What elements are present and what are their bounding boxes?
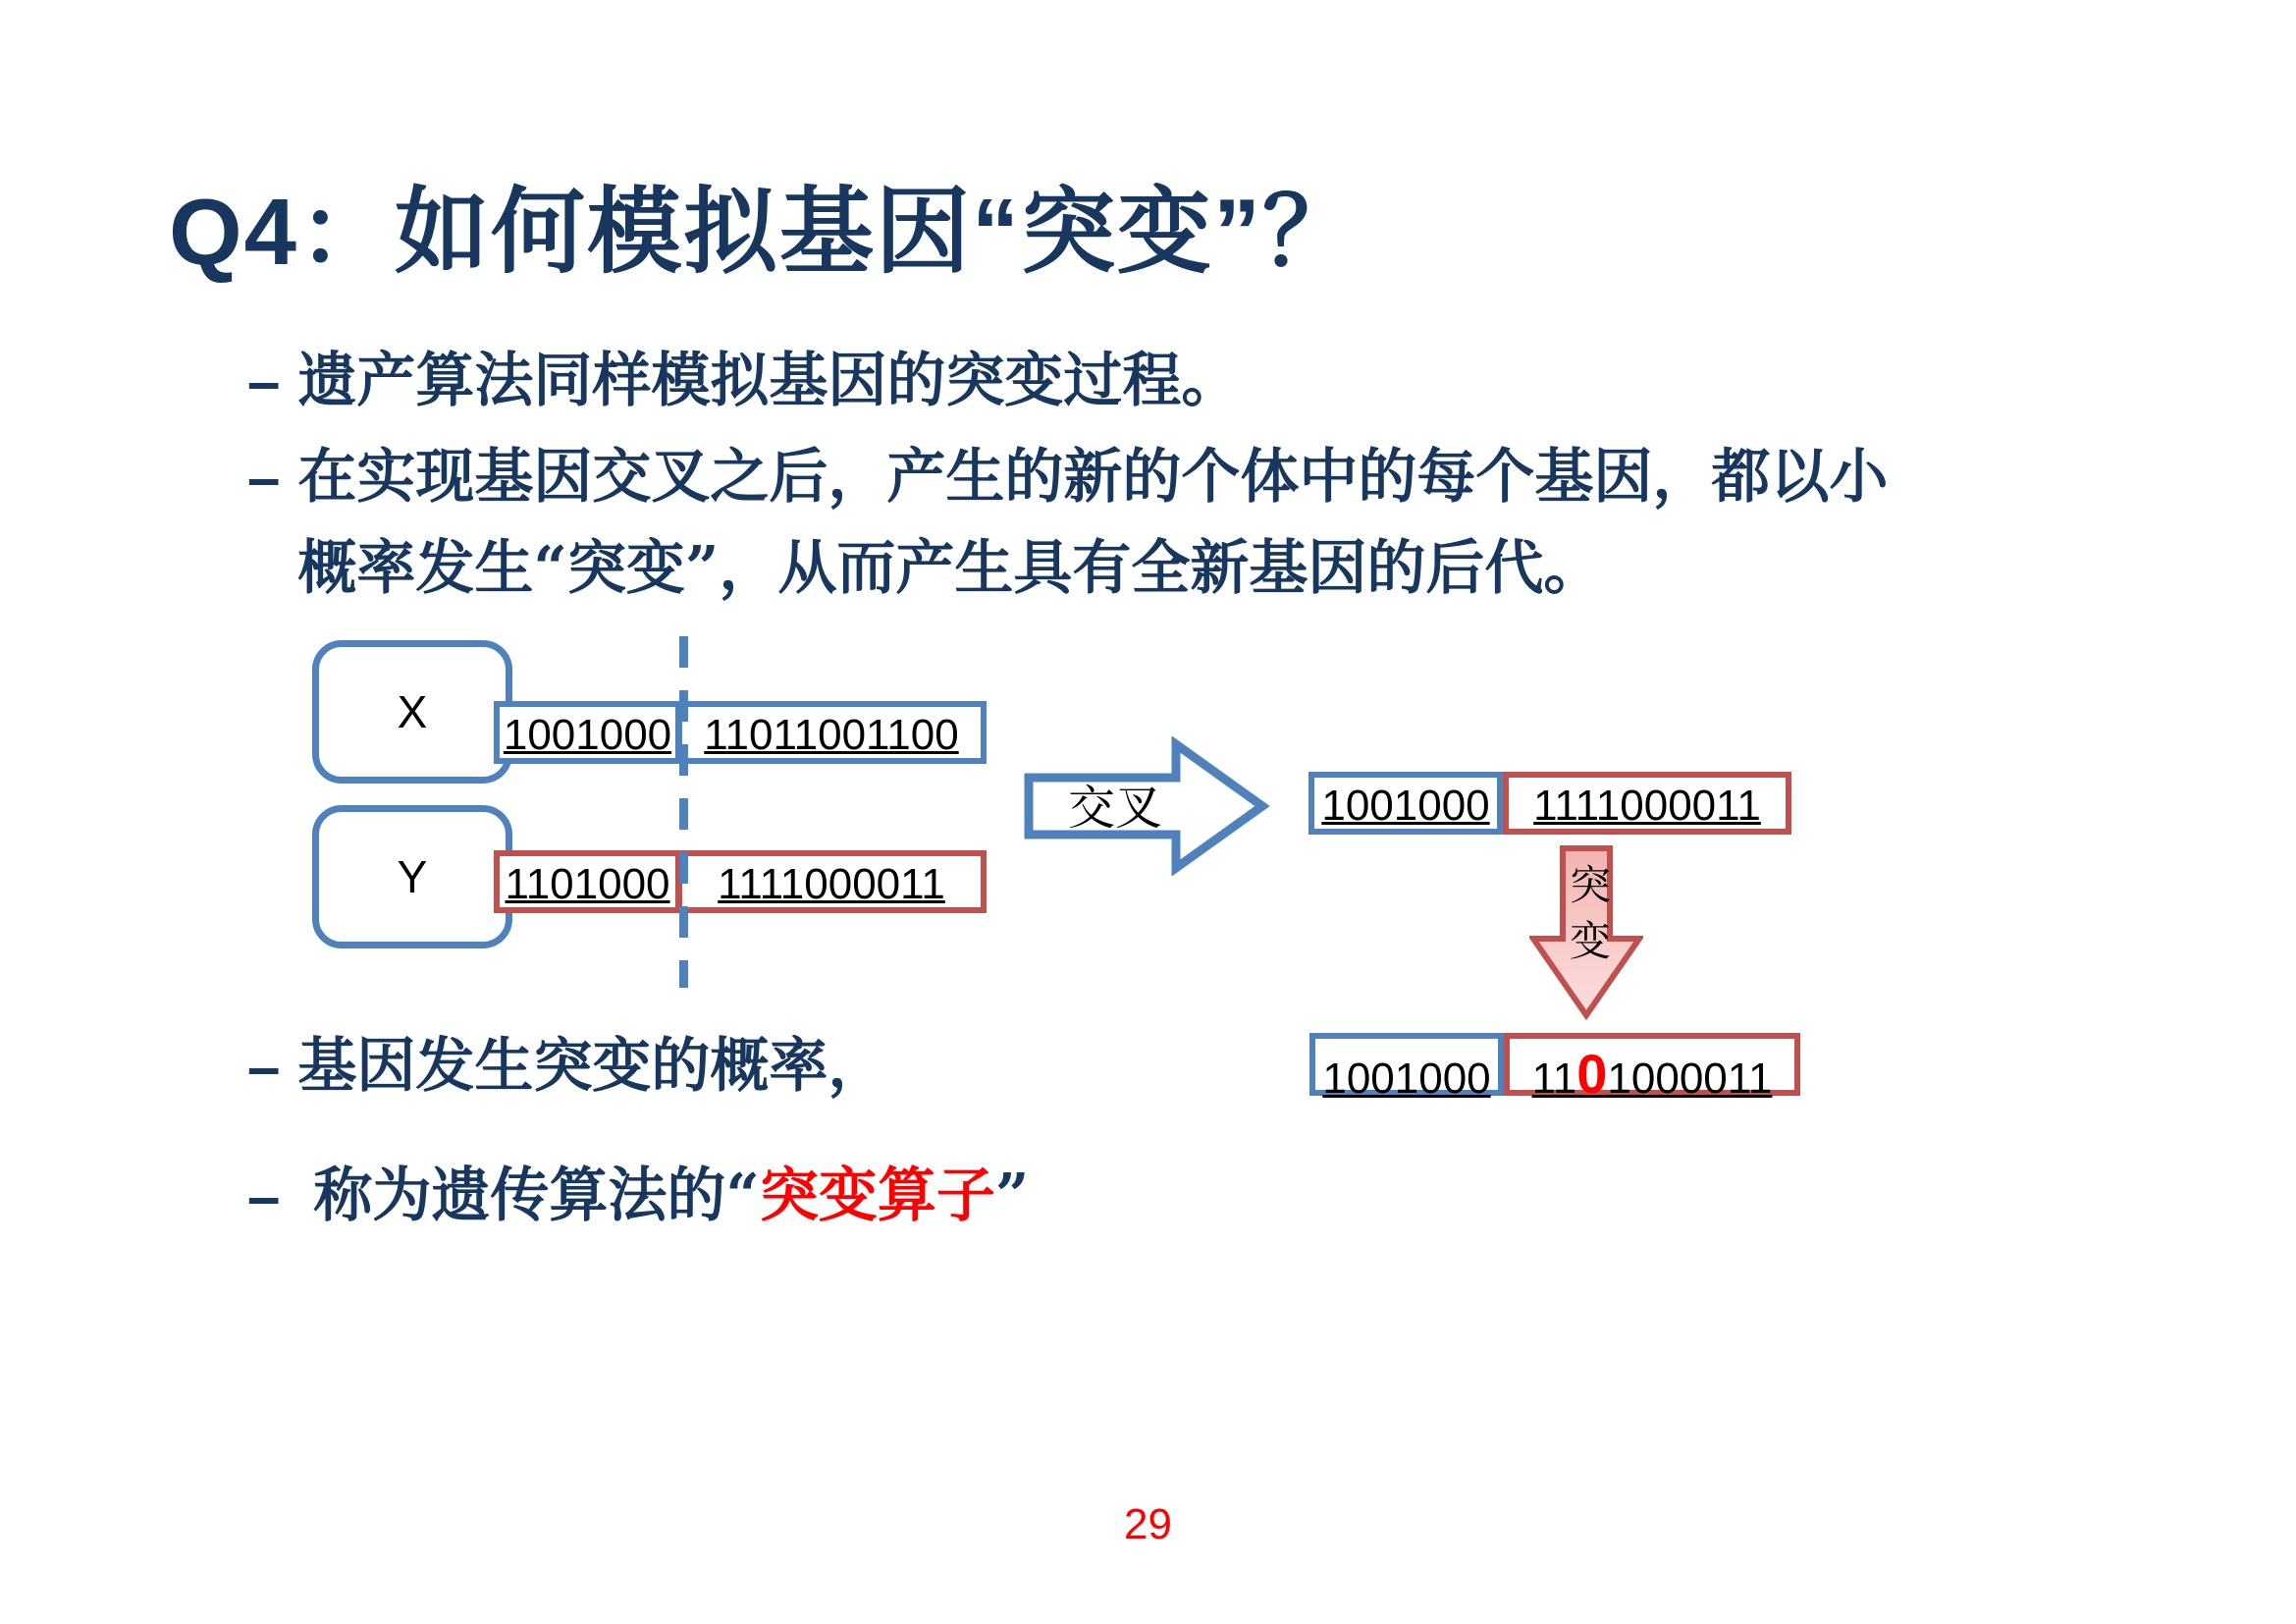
y-gene-left-value: 1101000 [505, 859, 670, 908]
bullet-2-line2: 概率发生“突变”，从而产生具有全新基因的后代。 [297, 534, 1603, 603]
bullet-dash: – [247, 1034, 281, 1100]
chromosome-x-box [312, 640, 512, 784]
x-gene-right-value: 11011001100 [704, 710, 959, 759]
bullet-3-text: 基因发生突变的概率， [297, 1032, 887, 1101]
bullet-4-highlight: 突变算子 [759, 1162, 995, 1230]
mutation-label-top: 突 [1569, 861, 1611, 909]
bullet-dash: – [247, 1164, 281, 1229]
x-gene-cell-left [500, 707, 682, 758]
x-gene-bar [494, 701, 987, 764]
chromosome-y-box [312, 805, 512, 948]
bullet-4-suffix: ” [994, 1162, 1030, 1230]
bullet-1-text: 遗产算法同样模拟基因的突变过程。 [297, 347, 1241, 415]
bullet-3 [247, 1021, 886, 1112]
bullet-dash: – [247, 349, 281, 414]
bullet-4-prefix: 称为遗传算法的“ [313, 1162, 760, 1230]
bullet-dash: – [247, 445, 281, 511]
mutation-label [1555, 858, 1626, 969]
y-gene-cell-right [682, 856, 981, 907]
result-cell-right [1503, 772, 1791, 835]
bullet-2-text [297, 432, 1888, 615]
crossover-label: 交叉 [1067, 781, 1162, 836]
x-gene-left-value: 1001000 [503, 710, 672, 759]
bullet-1 [247, 336, 1240, 427]
mutated-gene-right-value [1531, 1042, 1773, 1105]
mutated-bit: 0 [1576, 1042, 1608, 1105]
bullet-2-line1: 在实现基因交叉之后，产生的新的个体中的每个基因，都以小 [297, 443, 1889, 512]
mutated-prefix: 11 [1531, 1054, 1577, 1103]
y-gene-right-value: 1111000011 [718, 859, 945, 908]
crossover-cut-line [679, 636, 688, 988]
result-gene-left-value: 1001000 [1321, 781, 1490, 830]
mutated-gene-left-value: 1001000 [1322, 1054, 1491, 1103]
crossover-result-bar [1308, 772, 1791, 835]
mutated-cell-right [1504, 1033, 1800, 1105]
bullet-4-text [313, 1151, 1029, 1242]
page-title: Q4：如何模拟基因“突变”？ [169, 180, 1360, 285]
page-number: 29 [1124, 1500, 1172, 1548]
bullet-4 [247, 1151, 1029, 1242]
y-gene-bar [494, 850, 987, 913]
result-gene-right-value: 1111000011 [1533, 781, 1761, 830]
mutated-suffix: 1000011 [1607, 1054, 1773, 1103]
mutation-label-bottom: 变 [1569, 916, 1611, 965]
chromosome-x-label: X [397, 686, 428, 737]
x-gene-cell-right [682, 707, 981, 758]
mutated-cell-left [1309, 1033, 1504, 1103]
result-cell-left [1308, 772, 1503, 835]
y-gene-cell-left [500, 856, 682, 907]
chromosome-y-label: Y [397, 851, 428, 902]
bullet-2 [247, 432, 1888, 615]
mutated-result-bar [1309, 1033, 1800, 1105]
